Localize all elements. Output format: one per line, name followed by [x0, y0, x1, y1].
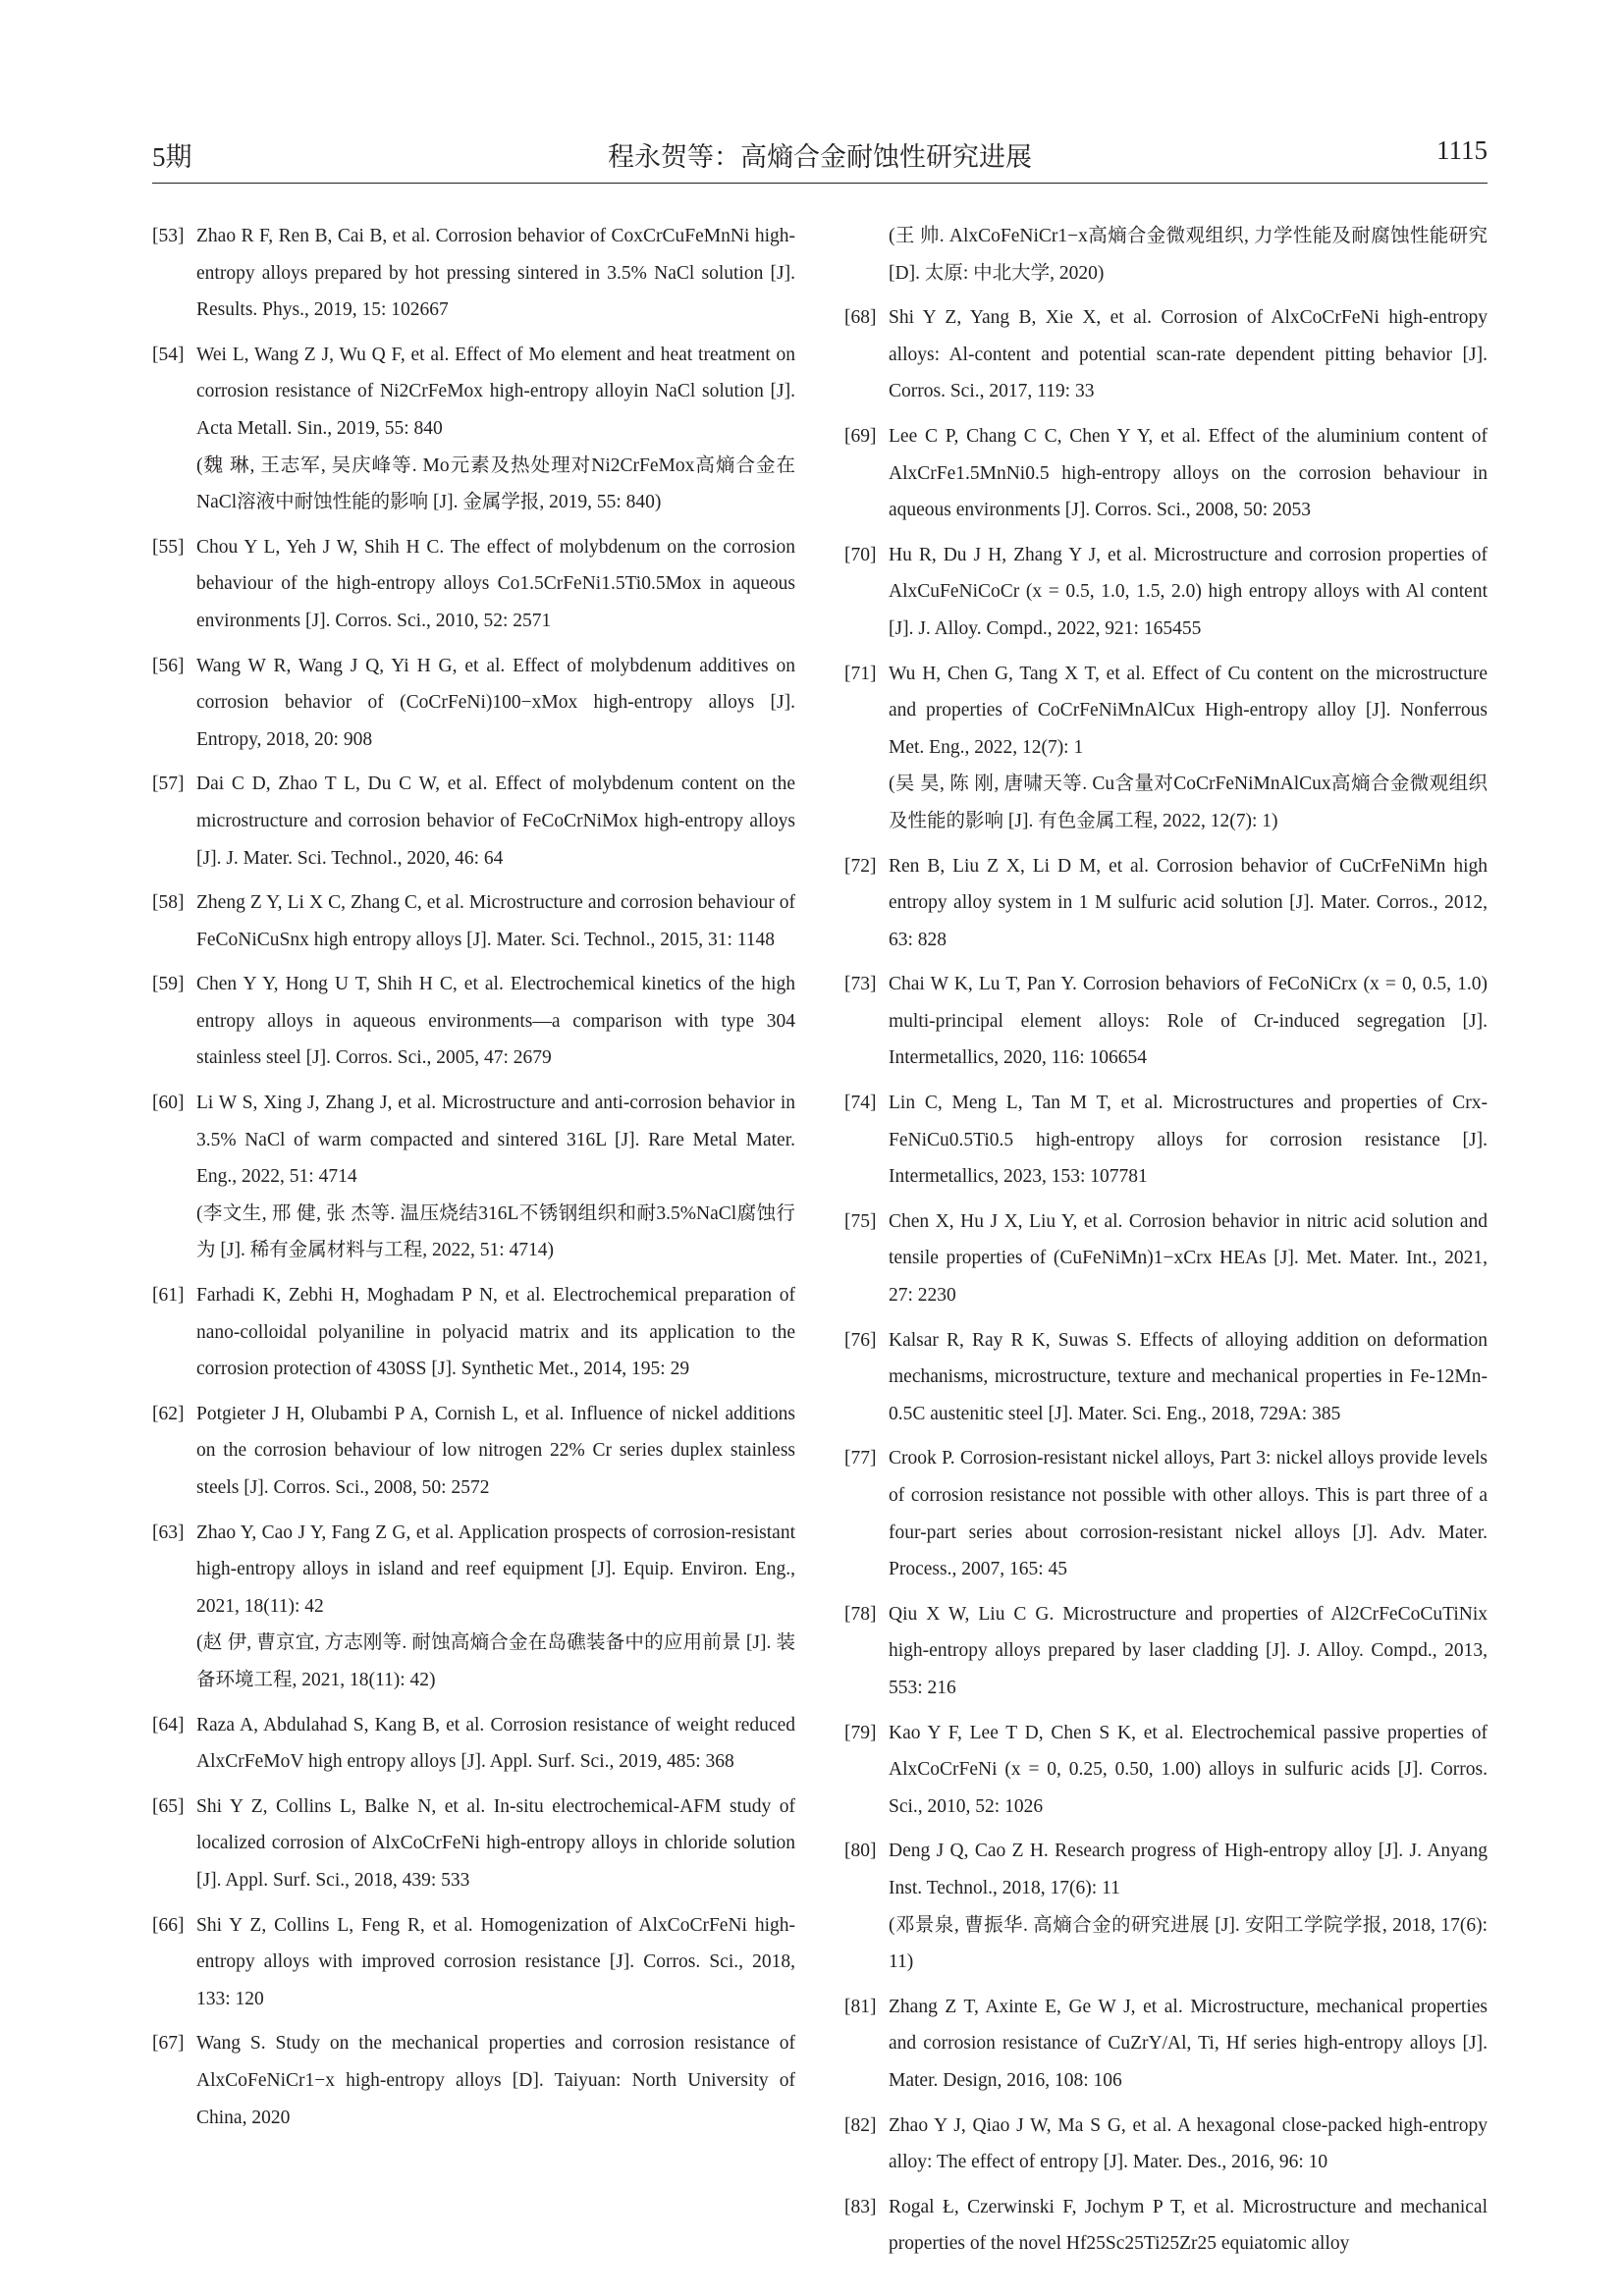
- reference-continuation: [844, 218, 1488, 292]
- reference-text: Chai W K, Lu T, Pan Y. Corrosion behaviors of FeCoNiCrx (x = 0, 0.5, 1.0) multi-principal element alloys: Role of Cr-induced segregation [J]. Intermetallics, 2020, 116: 106654: [889, 974, 1488, 1069]
- reference-chinese: (魏 琳, 王志军, 吴庆峰等. Mo元素及热处理对Ni2CrFeMox高熵合金在NaCl溶液中耐蚀性能的影响 [J]. 金属学报, 2019, 55: 840): [196, 454, 795, 513]
- reference-number: [60]: [152, 1093, 185, 1114]
- reference-number: [55]: [152, 536, 185, 558]
- reference-item: [844, 1833, 1488, 1980]
- reference-number: [73]: [844, 974, 877, 995]
- reference-item: [152, 966, 795, 1077]
- running-title: 程永贺等：高熵合金耐蚀性研究进展: [608, 142, 1032, 172]
- issue-number: 5期: [152, 142, 192, 172]
- reference-text: Wang W R, Wang J Q, Yi H G, et al. Effect of molybdenum additives on corrosion behavior of (CoCrFeNi)100−xMox high-entropy alloys [J]. Entropy, 2018, 20: 908: [196, 655, 795, 750]
- reference-number: [80]: [844, 1841, 877, 1862]
- reference-item: [844, 537, 1488, 648]
- reference-number: [76]: [844, 1329, 877, 1351]
- reference-item: [844, 2108, 1488, 2181]
- reference-item: [844, 1715, 1488, 1826]
- reference-number: [74]: [844, 1093, 877, 1114]
- reference-text: Lee C P, Chang C C, Chen Y Y, et al. Effect of the aluminium content of AlxCrFe1.5MnNi0.5 high-entropy alloys on the corrosion behaviour in aqueous environments [J]. Corros. Sci., 2008, 50: 2053: [889, 425, 1488, 521]
- reference-text: Shi Y Z, Collins L, Feng R, et al. Homogenization of AlxCoCrFeNi high-entropy alloys with improved corrosion resistance [J]. Corros. Sci., 2018, 133: 120: [196, 1914, 795, 2009]
- reference-item: [152, 1907, 795, 2018]
- reference-number: [78]: [844, 1603, 877, 1625]
- reference-text: Shi Y Z, Yang B, Xie X, et al. Corrosion of AlxCoCrFeNi high-entropy alloys: Al-content and potential scan-rate dependent pitting behavior [J]. Corros. Sci., 2017, 119: 33: [889, 307, 1488, 402]
- reference-chinese: (吴 昊, 陈 刚, 唐啸天等. Cu含量对CoCrFeNiMnAlCux高熵合金微观组织及性能的影响 [J]. 有色金属工程, 2022, 12(7): 1): [889, 774, 1488, 831]
- reference-number: [66]: [152, 1914, 185, 1936]
- reference-item: [152, 1085, 795, 1269]
- reference-item: [844, 1085, 1488, 1196]
- reference-text: Lin C, Meng L, Tan M T, et al. Microstructures and properties of Crx-FeNiCu0.5Ti0.5 high-entropy alloys for corrosion resistance [J]. Intermetallics, 2023, 153: 107781: [889, 1093, 1488, 1188]
- page-header: [152, 135, 1488, 185]
- reference-number: [72]: [844, 855, 877, 877]
- reference-number: [68]: [844, 307, 877, 329]
- page-number: 1115: [1436, 135, 1488, 165]
- reference-item: [152, 766, 795, 877]
- reference-chinese: (邓景泉, 曹振华. 高熵合金的研究进展 [J]. 安阳工学院学报, 2018, 17(6): 11): [889, 1914, 1488, 1973]
- reference-text: Zhao Y, Cao J Y, Fang Z G, et al. Application prospects of corrosion-resistant high-entropy alloys in island and reef equipment [J]. Equip. Environ. Eng., 2021, 18(11): 42: [196, 1522, 795, 1617]
- reference-number: [54]: [152, 344, 185, 365]
- reference-number: [62]: [152, 1403, 185, 1424]
- reference-number: [71]: [844, 663, 877, 684]
- reference-number: [65]: [152, 1795, 185, 1817]
- reference-number: [75]: [844, 1210, 877, 1232]
- reference-item: [152, 218, 795, 329]
- reference-item: [844, 1203, 1488, 1314]
- reference-number: [77]: [844, 1448, 877, 1469]
- reference-number: [82]: [844, 2114, 877, 2136]
- reference-text: Zheng Z Y, Li X C, Zhang C, et al. Microstructure and corrosion behaviour of FeCoNiCuSnx high entropy alloys [J]. Mater. Sci. Technol., 2015, 31: 1148: [196, 892, 795, 950]
- reference-text: Zhang Z T, Axinte E, Ge W J, et al. Microstructure, mechanical properties and corrosion resistance of CuZrY/Al, Ti, Hf series high-entropy alloys [J]. Mater. Design, 2016, 108: 106: [889, 1996, 1488, 2091]
- reference-text: Zhao Y J, Qiao J W, Ma S G, et al. A hexagonal close-packed high-entropy alloy: The effect of entropy [J]. Mater. Des., 2016, 96: 10: [889, 2114, 1488, 2173]
- reference-number: [81]: [844, 1996, 877, 2017]
- reference-column-left: [152, 218, 795, 2144]
- reference-text: Ren B, Liu Z X, Li D M, et al. Corrosion behavior of CuCrFeNiMn high entropy alloy system in 1 M sulfuric acid solution [J]. Mater. Corros., 2012, 63: 828: [889, 855, 1488, 950]
- reference-number: [67]: [152, 2033, 185, 2055]
- reference-item: [844, 1596, 1488, 1707]
- reference-item: [844, 1989, 1488, 2100]
- reference-number: [59]: [152, 974, 185, 995]
- reference-item: [152, 1277, 795, 1388]
- header-rule: [152, 183, 1488, 184]
- reference-item: [152, 1789, 795, 1899]
- reference-chinese: (王 帅. AlxCoFeNiCr1−x高熵合金微观组织, 力学性能及耐腐蚀性能研究 [D]. 太原: 中北大学, 2020): [889, 226, 1488, 284]
- reference-text: Rogal Ł, Czerwinski F, Jochym P T, et al. Microstructure and mechanical properties of the novel Hf25Sc25Ti25Zr25 equiatomic alloy: [889, 2196, 1488, 2255]
- reference-text: Chou Y L, Yeh J W, Shih H C. The effect of molybdenum on the corrosion behaviour of the high-entropy alloys Co1.5CrFeNi1.5Ti0.5Mox in aqueous environments [J]. Corros. Sci., 2010, 52: 2571: [196, 536, 795, 631]
- reference-item: [844, 966, 1488, 1077]
- reference-item: [844, 2189, 1488, 2263]
- reference-item: [152, 2025, 795, 2136]
- reference-text: Qiu X W, Liu C G. Microstructure and properties of Al2CrFeCoCuTiNix high-entropy alloys prepared by laser cladding [J]. J. Alloy. Compd., 2013, 553: 216: [889, 1603, 1488, 1698]
- reference-column-right: [844, 218, 1488, 2270]
- reference-text: Wei L, Wang Z J, Wu Q F, et al. Effect of Mo element and heat treatment on corrosion resistance of Ni2CrFeMox high-entropy alloyin NaCl solution [J]. Acta Metall. Sin., 2019, 55: 840: [196, 344, 795, 439]
- reference-item: [152, 1515, 795, 1699]
- reference-item: [152, 337, 795, 521]
- reference-item: [152, 1396, 795, 1507]
- reference-text: Wu H, Chen G, Tang X T, et al. Effect of Cu content on the microstructure and properties of CoCrFeNiMnAlCux High-entropy alloy [J]. Nonferrous Met. Eng., 2022, 12(7): 1: [889, 663, 1488, 758]
- reference-text: Li W S, Xing J, Zhang J, et al. Microstructure and anti-corrosion behavior in 3.5% NaCl of warm compacted and sintered 316L [J]. Rare Metal Mater. Eng., 2022, 51: 4714: [196, 1093, 795, 1188]
- reference-text: Crook P. Corrosion-resistant nickel alloys, Part 3: nickel alloys provide levels of corrosion resistance not possible with other alloys. This is part three of a four-part series about corrosion-resistant nickel alloys [J]. Adv. Mater. Process., 2007, 165: 45: [889, 1448, 1488, 1580]
- reference-text: Zhao R F, Ren B, Cai B, et al. Corrosion behavior of CoxCrCuFeMnNi high-entropy alloys prepared by hot pressing sintered in 3.5% NaCl solution [J]. Results. Phys., 2019, 15: 102667: [196, 226, 795, 321]
- reference-text: Chen Y Y, Hong U T, Shih H C, et al. Electrochemical kinetics of the high entropy alloys in aqueous environments—a comparison with type 304 stainless steel [J]. Corros. Sci., 2005, 47: 2679: [196, 974, 795, 1069]
- reference-chinese: (李文生, 邢 健, 张 杰等. 温压烧结316L不锈钢组织和耐3.5%NaCl腐蚀行为 [J]. 稀有金属材料与工程, 2022, 51: 4714): [196, 1202, 795, 1261]
- reference-item: [152, 1707, 795, 1781]
- reference-text: Kao Y F, Lee T D, Chen S K, et al. Electrochemical passive properties of AlxCoCrFeNi (x = 0, 0.25, 0.50, 1.00) alloys in sulfuric acids [J]. Corros. Sci., 2010, 52: 1026: [889, 1722, 1488, 1817]
- reference-text: Chen X, Hu J X, Liu Y, et al. Corrosion behavior in nitric acid solution and tensile properties of (CuFeNiMn)1−xCrx HEAs [J]. Met. Mater. Int., 2021, 27: 2230: [889, 1210, 1488, 1307]
- reference-text: Potgieter J H, Olubambi P A, Cornish L, et al. Influence of nickel additions on the corrosion behaviour of low nitrogen 22% Cr series duplex stainless steels [J]. Corros. Sci., 2008, 50: 2572: [196, 1403, 795, 1498]
- reference-number: [70]: [844, 544, 877, 565]
- reference-number: [79]: [844, 1722, 877, 1743]
- reference-item: [844, 299, 1488, 410]
- reference-item: [152, 648, 795, 759]
- reference-item: [844, 848, 1488, 959]
- reference-number: [63]: [152, 1522, 185, 1543]
- reference-text: Kalsar R, Ray R K, Suwas S. Effects of alloying addition on deformation mechanisms, microstructure, texture and mechanical properties in Fe-12Mn-0.5C austenitic steel [J]. Mater. Sci. Eng., 2018, 729A: 385: [889, 1329, 1488, 1424]
- reference-number: [69]: [844, 425, 877, 447]
- reference-item: [844, 418, 1488, 529]
- reference-chinese: (赵 伊, 曹京宜, 方志刚等. 耐蚀高熵合金在岛礁装备中的应用前景 [J]. 装备环境工程, 2021, 18(11): 42): [196, 1632, 795, 1690]
- reference-text: Farhadi K, Zebhi H, Moghadam P N, et al. Electrochemical preparation of nano-colloidal polyaniline in polyacid matrix and its application to the corrosion protection of 430SS [J]. Synthetic Met., 2014, 195: 29: [196, 1285, 795, 1380]
- reference-item: [844, 1322, 1488, 1433]
- reference-number: [57]: [152, 774, 185, 795]
- reference-number: [56]: [152, 655, 185, 676]
- reference-text: Hu R, Du J H, Zhang Y J, et al. Microstructure and corrosion properties of AlxCuFeNiCoCr (x = 0.5, 1.0, 1.5, 2.0) high entropy alloys with Al content [J]. J. Alloy. Compd., 2022, 921: 165455: [889, 544, 1488, 639]
- reference-number: [83]: [844, 2196, 877, 2217]
- reference-text: Raza A, Abdulahad S, Kang B, et al. Corrosion resistance of weight reduced AlxCrFeMoV high entropy alloys [J]. Appl. Surf. Sci., 2019, 485: 368: [196, 1714, 795, 1773]
- reference-item: [844, 1440, 1488, 1587]
- reference-number: [61]: [152, 1285, 185, 1307]
- reference-number: [53]: [152, 226, 185, 246]
- reference-item: [152, 884, 795, 958]
- reference-item: [844, 656, 1488, 840]
- reference-item: [152, 529, 795, 640]
- reference-number: [58]: [152, 892, 185, 914]
- reference-text: Dai C D, Zhao T L, Du C W, et al. Effect of molybdenum content on the microstructure and corrosion behavior of FeCoCrNiMox high-entropy alloys [J]. J. Mater. Sci. Technol., 2020, 46: 64: [196, 774, 795, 869]
- reference-text: Wang S. Study on the mechanical properties and corrosion resistance of AlxCoFeNiCr1−x high-entropy alloys [D]. Taiyuan: North University of China, 2020: [196, 2033, 795, 2128]
- reference-text: Shi Y Z, Collins L, Balke N, et al. In-situ electrochemical-AFM study of localized corrosion of AlxCoCrFeNi high-entropy alloys in chloride solution [J]. Appl. Surf. Sci., 2018, 439: 533: [196, 1795, 795, 1891]
- reference-number: [64]: [152, 1714, 185, 1735]
- reference-text: Deng J Q, Cao Z H. Research progress of High-entropy alloy [J]. J. Anyang Inst. Technol., 2018, 17(6): 11: [889, 1841, 1488, 1898]
